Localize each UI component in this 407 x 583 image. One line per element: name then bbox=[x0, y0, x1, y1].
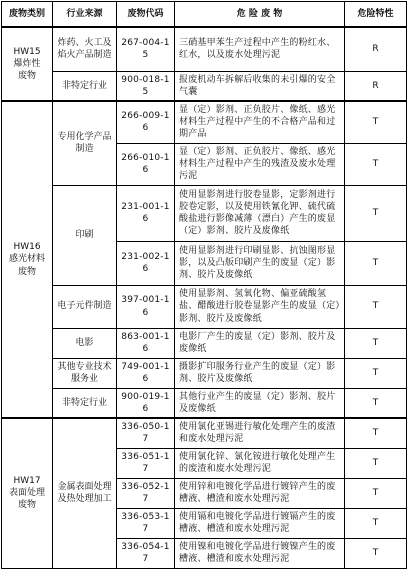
hazard-class: T bbox=[345, 358, 407, 388]
source-unspecified: 非特定行业 bbox=[53, 71, 117, 101]
waste-code: 863-001-16 bbox=[117, 328, 175, 358]
waste-description: 使用显影剂、氢氧化物、偏亚硫酸氢盐、醋酸进行胶卷显影产生的废显（定）影剂、胶片及废像纸 bbox=[175, 285, 345, 328]
source-unspecified-2: 非特定行业 bbox=[53, 388, 117, 418]
waste-description: 显（定）影剂、正负胶片、像纸、感光材料生产过程中产生的不合格产品和过期产品 bbox=[175, 101, 345, 143]
hazard-class: T bbox=[345, 508, 407, 538]
hazardous-waste-table bbox=[1, 1, 407, 569]
waste-code: 900-019-16 bbox=[117, 388, 175, 418]
table-row bbox=[2, 27, 407, 71]
hazard-class: T bbox=[345, 101, 407, 143]
waste-description: 报废机动车拆解后收集的未引爆的安全气囊 bbox=[175, 71, 345, 101]
header-code: 废物代码 bbox=[117, 2, 175, 28]
group-hw17: HW17 表面处理 废物 bbox=[2, 418, 53, 568]
hazard-class: R bbox=[345, 27, 407, 71]
header-waste: 危 险 废 物 bbox=[175, 2, 345, 28]
source-metal-surface: 金属表面处理及热处理加工 bbox=[53, 418, 117, 568]
waste-description: 其他行业产生的废显（定）影剂、胶片及废像纸 bbox=[175, 388, 345, 418]
group-hw15: HW15 爆炸性 废物 bbox=[2, 27, 53, 101]
table-row bbox=[2, 285, 407, 328]
waste-description: 使用显影剂进行胶卷显影，定影剂进行胶卷定影，以及使用铁氰化钾、硫代硫酸盐进行影像减薄（漂白）产生的废显（定）影剂、胶片及废像纸 bbox=[175, 185, 345, 241]
hazard-class: T bbox=[345, 285, 407, 328]
table-row bbox=[2, 418, 407, 448]
header-category: 废物类别 bbox=[2, 2, 53, 28]
hazard-class: T bbox=[345, 328, 407, 358]
waste-code: 336-050-17 bbox=[117, 418, 175, 448]
table-row bbox=[2, 328, 407, 358]
hazard-class: T bbox=[345, 418, 407, 448]
waste-description: 使用氯化锌、氯化铵进行敏化处理产生的废渣和废水处理污泥 bbox=[175, 448, 345, 478]
waste-code: 266-009-16 bbox=[117, 101, 175, 143]
waste-code: 336-052-17 bbox=[117, 478, 175, 508]
source-film: 电影 bbox=[53, 328, 117, 358]
header-source: 行业来源 bbox=[53, 2, 117, 28]
source-electronics: 电子元件制造 bbox=[53, 285, 117, 328]
table-row bbox=[2, 71, 407, 101]
waste-description: 使用氯化亚锡进行敏化处理产生的废渣和废水处理污泥 bbox=[175, 418, 345, 448]
waste-code: 336-051-17 bbox=[117, 448, 175, 478]
table-row bbox=[2, 101, 407, 143]
header-hazard: 危险特性 bbox=[345, 2, 407, 28]
waste-code: 266-010-16 bbox=[117, 143, 175, 185]
table-row bbox=[2, 185, 407, 241]
source-other-services: 其他专业技术服务业 bbox=[53, 358, 117, 388]
hazard-class: T bbox=[345, 538, 407, 568]
waste-code: 900-018-15 bbox=[117, 71, 175, 101]
waste-description: 显（定）影剂、正负胶片、像纸、感光材料生产过程中产生的残渣及废水处理污泥 bbox=[175, 143, 345, 185]
hazard-class: T bbox=[345, 478, 407, 508]
hazard-class: R bbox=[345, 71, 407, 101]
hazard-class: T bbox=[345, 448, 407, 478]
hazard-class: T bbox=[345, 185, 407, 241]
waste-description: 使用显影剂进行印刷显影、抗蚀图形显影，以及凸版印刷产生的废显（定）影剂、胶片及废像纸 bbox=[175, 241, 345, 285]
hazard-class: T bbox=[345, 143, 407, 185]
waste-description: 电影厂产生的废显（定）影剂、胶片及废像纸 bbox=[175, 328, 345, 358]
source-explosives: 炸药、火工及焰火产品制造 bbox=[53, 27, 117, 71]
waste-description: 三硝基甲苯生产过程中产生的粉红水、红水，以及废水处理污泥 bbox=[175, 27, 345, 71]
source-printing: 印刷 bbox=[53, 185, 117, 285]
waste-code: 231-001-16 bbox=[117, 185, 175, 241]
hazard-class: T bbox=[345, 241, 407, 285]
table-row bbox=[2, 358, 407, 388]
waste-code: 749-001-16 bbox=[117, 358, 175, 388]
waste-code: 397-001-16 bbox=[117, 285, 175, 328]
source-chemicals: 专用化学产品制造 bbox=[53, 101, 117, 185]
table-header-row bbox=[2, 2, 407, 28]
group-hw16: HW16 感光材料 废物 bbox=[2, 101, 53, 418]
waste-description: 使用镍和电镀化学品进行镀镍产生的废槽液、槽渣和废水处理污泥 bbox=[175, 538, 345, 568]
waste-code: 231-002-16 bbox=[117, 241, 175, 285]
waste-description: 使用锌和电镀化学品进行镀锌产生的废槽液、槽渣和废水处理污泥 bbox=[175, 478, 345, 508]
waste-code: 336-053-17 bbox=[117, 508, 175, 538]
hazard-class: T bbox=[345, 388, 407, 418]
waste-description: 摄影扩印服务行业产生的废显（定）影剂、胶片及废像纸 bbox=[175, 358, 345, 388]
waste-code: 267-004-15 bbox=[117, 27, 175, 71]
waste-code: 336-054-17 bbox=[117, 538, 175, 568]
waste-description: 使用镉和电镀化学品进行镀镉产生的废槽液、槽渣和废水处理污泥 bbox=[175, 508, 345, 538]
table-row bbox=[2, 388, 407, 418]
